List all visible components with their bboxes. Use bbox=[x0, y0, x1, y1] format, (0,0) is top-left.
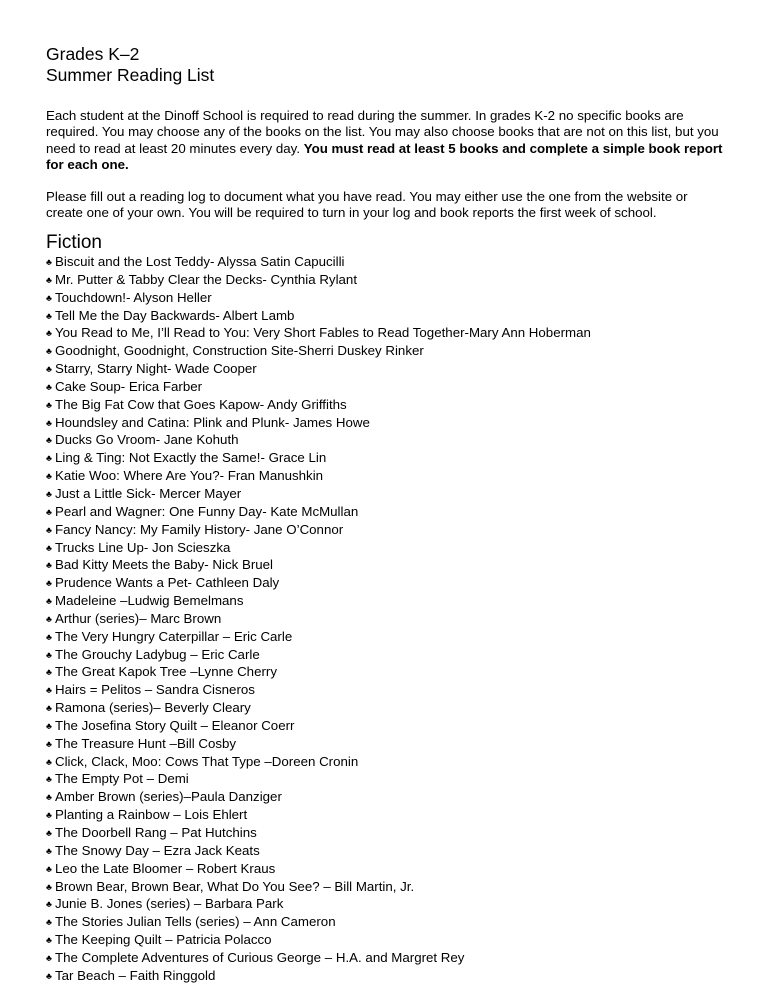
book-title: The Keeping Quilt – Patricia Polacco bbox=[55, 932, 272, 948]
list-item bbox=[46, 378, 591, 396]
page-title bbox=[46, 44, 214, 86]
club-bullet-icon: ♣ bbox=[46, 863, 52, 874]
book-title: The Snowy Day – Ezra Jack Keats bbox=[55, 842, 260, 858]
club-bullet-icon: ♣ bbox=[46, 970, 52, 981]
intro-text: Each student at the Dinoff School is required to read during the summer. In grades K-2 no specific books are required. You may choose any of the books on the list. You may also choose books that are not on this list, but you need to read at least 20 minutes every day. bbox=[46, 108, 719, 156]
list-item bbox=[46, 307, 591, 325]
list-item bbox=[46, 539, 591, 557]
club-bullet-icon: ♣ bbox=[46, 274, 52, 285]
club-bullet-icon: ♣ bbox=[46, 542, 52, 553]
club-bullet-icon: ♣ bbox=[46, 810, 52, 821]
list-item bbox=[46, 449, 591, 467]
club-bullet-icon: ♣ bbox=[46, 649, 52, 660]
book-title: Madeleine –Ludwig Bemelmans bbox=[55, 593, 244, 609]
club-bullet-icon: ♣ bbox=[46, 435, 52, 446]
list-item bbox=[46, 360, 591, 378]
club-bullet-icon: ♣ bbox=[46, 381, 52, 392]
club-bullet-icon: ♣ bbox=[46, 685, 52, 696]
fiction-heading: Fiction bbox=[46, 232, 102, 253]
list-item bbox=[46, 253, 591, 271]
club-bullet-icon: ♣ bbox=[46, 506, 52, 517]
list-item bbox=[46, 860, 591, 878]
club-bullet-icon: ♣ bbox=[46, 257, 52, 267]
list-item bbox=[46, 271, 591, 289]
club-bullet-icon: ♣ bbox=[46, 774, 52, 785]
club-bullet-icon: ♣ bbox=[46, 328, 52, 339]
book-title: The Empty Pot – Demi bbox=[55, 771, 189, 787]
book-title: The Big Fat Cow that Goes Kapow- Andy Griffiths bbox=[55, 396, 347, 412]
list-item bbox=[46, 878, 591, 896]
club-bullet-icon: ♣ bbox=[46, 346, 52, 357]
club-bullet-icon: ♣ bbox=[46, 631, 52, 642]
list-item bbox=[46, 753, 591, 771]
club-bullet-icon: ♣ bbox=[46, 917, 52, 928]
list-item bbox=[46, 610, 591, 628]
book-title: Cake Soup- Erica Farber bbox=[55, 378, 203, 394]
book-title: Pearl and Wagner: One Funny Day- Kate McMullan bbox=[55, 503, 359, 519]
list-item bbox=[46, 735, 591, 753]
club-bullet-icon: ♣ bbox=[46, 310, 52, 321]
club-bullet-icon: ♣ bbox=[46, 399, 52, 410]
book-title: Katie Woo: Where Are You?- Fran Manushkin bbox=[55, 468, 324, 484]
title-reading-list: Summer Reading List bbox=[46, 65, 215, 85]
list-item bbox=[46, 503, 591, 521]
list-item bbox=[46, 414, 591, 432]
book-title: Just a Little Sick- Mercer Mayer bbox=[55, 485, 242, 501]
title-grades: Grades K–2 bbox=[46, 44, 140, 64]
list-item bbox=[46, 663, 591, 681]
club-bullet-icon: ♣ bbox=[46, 613, 52, 624]
list-item bbox=[46, 699, 591, 717]
book-title: The Treasure Hunt –Bill Cosby bbox=[55, 735, 237, 751]
club-bullet-icon: ♣ bbox=[46, 471, 52, 482]
club-bullet-icon: ♣ bbox=[46, 703, 52, 714]
reading-log-paragraph: Please fill out a reading log to document what you have read. You may either use the one from the website or create one of your own. You will be required to turn in your log and book reports the first week of school. bbox=[46, 189, 688, 221]
list-item bbox=[46, 770, 591, 788]
book-title: Biscuit and the Lost Teddy- Alyssa Satin Capucilli bbox=[55, 254, 345, 269]
book-title: Arthur (series)– Marc Brown bbox=[55, 610, 222, 626]
list-item bbox=[46, 485, 591, 503]
fiction-book-list bbox=[46, 253, 591, 985]
club-bullet-icon: ♣ bbox=[46, 935, 52, 946]
intro-paragraph bbox=[46, 108, 726, 174]
list-item bbox=[46, 717, 591, 735]
book-title: The Complete Adventures of Curious George – H.A. and Margret Rey bbox=[55, 949, 465, 965]
book-title: The Doorbell Rang – Pat Hutchins bbox=[55, 825, 257, 840]
book-title: Hairs = Pelitos – Sandra Cisneros bbox=[55, 682, 255, 698]
list-item bbox=[46, 824, 591, 842]
book-title: Mr. Putter & Tabby Clear the Decks- Cynthia Rylant bbox=[55, 271, 358, 287]
list-item bbox=[46, 967, 591, 985]
club-bullet-icon: ♣ bbox=[46, 524, 52, 535]
club-bullet-icon: ♣ bbox=[46, 578, 52, 589]
list-item bbox=[46, 628, 591, 646]
book-title: Bad Kitty Meets the Baby- Nick Bruel bbox=[55, 557, 274, 573]
book-title: The Stories Julian Tells (series) – Ann Cameron bbox=[55, 914, 336, 930]
book-title: Trucks Line Up- Jon Scieszka bbox=[55, 539, 231, 555]
club-bullet-icon: ♣ bbox=[46, 364, 52, 375]
book-title: Click, Clack, Moo: Cows That Type –Doreen Cronin bbox=[55, 753, 359, 769]
book-title: The Grouchy Ladybug – Eric Carle bbox=[55, 646, 260, 662]
book-title: The Very Hungry Caterpillar – Eric Carle bbox=[55, 628, 293, 644]
list-item bbox=[46, 592, 591, 610]
book-title: Tell Me the Day Backwards- Albert Lamb bbox=[55, 307, 295, 323]
book-title: You Read to Me, I’ll Read to You: Very Short Fables to Read Together-Mary Ann Hoberman bbox=[55, 325, 591, 341]
list-item bbox=[46, 289, 591, 307]
list-item bbox=[46, 556, 591, 574]
book-title: Fancy Nancy: My Family History- Jane O’Connor bbox=[55, 521, 344, 537]
list-item bbox=[46, 574, 591, 592]
book-title: Leo the Late Bloomer – Robert Kraus bbox=[55, 860, 276, 876]
list-item bbox=[46, 681, 591, 699]
club-bullet-icon: ♣ bbox=[46, 792, 52, 803]
book-title: Houndsley and Catina: Plink and Plunk- James Howe bbox=[55, 414, 370, 430]
club-bullet-icon: ♣ bbox=[46, 899, 52, 910]
club-bullet-icon: ♣ bbox=[46, 488, 52, 499]
club-bullet-icon: ♣ bbox=[46, 560, 52, 571]
book-title: Starry, Starry Night- Wade Cooper bbox=[55, 361, 257, 377]
book-title: Ramona (series)– Beverly Cleary bbox=[55, 700, 251, 716]
list-item bbox=[46, 646, 591, 664]
list-item bbox=[46, 788, 591, 806]
club-bullet-icon: ♣ bbox=[46, 453, 52, 464]
club-bullet-icon: ♣ bbox=[46, 881, 52, 892]
book-title: Touchdown!- Alyson Heller bbox=[55, 289, 212, 305]
book-title: Planting a Rainbow – Lois Ehlert bbox=[55, 807, 248, 823]
list-item bbox=[46, 913, 591, 931]
intro-requirement: You must read at least 5 books and complete a simple book report for each one. bbox=[46, 140, 723, 173]
club-bullet-icon: ♣ bbox=[46, 667, 52, 678]
list-item bbox=[46, 842, 591, 860]
list-item bbox=[46, 521, 591, 539]
club-bullet-icon: ♣ bbox=[46, 828, 52, 838]
list-item bbox=[46, 324, 591, 342]
book-title: Goodnight, Goodnight, Construction Site-Sherri Duskey Rinker bbox=[55, 343, 424, 359]
club-bullet-icon: ♣ bbox=[46, 596, 52, 607]
club-bullet-icon: ♣ bbox=[46, 417, 52, 428]
book-title: Junie B. Jones (series) – Barbara Park bbox=[55, 896, 284, 912]
list-item bbox=[46, 895, 591, 913]
list-item bbox=[46, 806, 591, 824]
book-title: Brown Bear, Brown Bear, What Do You See? – Bill Martin, Jr. bbox=[55, 878, 415, 894]
book-title: Ling & Ting: Not Exactly the Same!- Grace Lin bbox=[55, 450, 327, 466]
club-bullet-icon: ♣ bbox=[46, 756, 52, 767]
list-item bbox=[46, 431, 591, 449]
list-item bbox=[46, 467, 591, 485]
club-bullet-icon: ♣ bbox=[46, 738, 52, 749]
club-bullet-icon: ♣ bbox=[46, 845, 52, 856]
book-title: Tar Beach – Faith Ringgold bbox=[55, 967, 216, 983]
list-item bbox=[46, 931, 591, 949]
book-title: The Great Kapok Tree –Lynne Cherry bbox=[55, 664, 277, 680]
list-item bbox=[46, 342, 591, 360]
list-item bbox=[46, 396, 591, 414]
book-title: Amber Brown (series)–Paula Danziger bbox=[55, 789, 282, 805]
book-title: Prudence Wants a Pet- Cathleen Daly bbox=[55, 575, 280, 591]
book-title: Ducks Go Vroom- Jane Kohuth bbox=[55, 432, 239, 448]
club-bullet-icon: ♣ bbox=[46, 952, 52, 963]
club-bullet-icon: ♣ bbox=[46, 720, 52, 731]
book-title: The Josefina Story Quilt – Eleanor Coerr bbox=[55, 717, 295, 733]
club-bullet-icon: ♣ bbox=[46, 292, 52, 303]
list-item bbox=[46, 949, 591, 967]
